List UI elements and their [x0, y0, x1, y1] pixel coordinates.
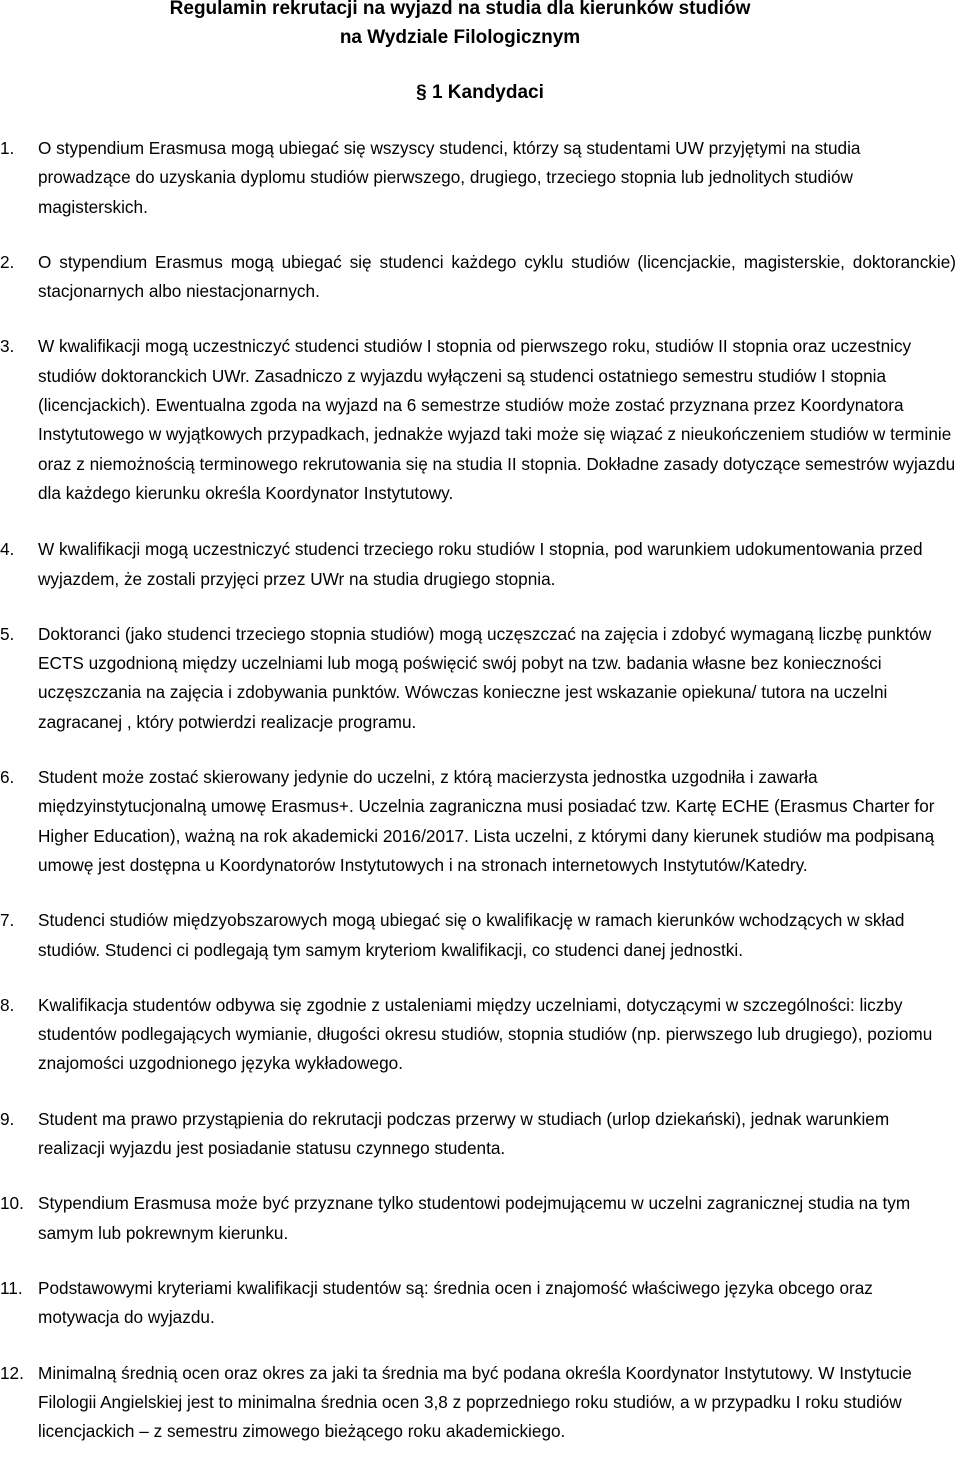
- item-text: Student ma prawo przystąpienia do rekrutacji podczas przerwy w studiach (urlop dziekański), jednak warunkiem realizacji wyjazdu jest posiadanie statusu czynnego studenta.: [38, 1108, 890, 1159]
- list-item-8: [0, 991, 960, 1079]
- list-item-1: [0, 134, 960, 222]
- list-item-6: [0, 763, 960, 880]
- list-item-2: [0, 248, 960, 307]
- item-number: 7.: [0, 910, 15, 931]
- item-text: O stypendium Erasmusa mogą ubiegać się wszyscy studenci, którzy są studentami UW przyjętymi na studia prowadzące do uzyskania dyplomu studiów pierwszego, drugiego, trzeciego stopnia lub jednolitych studiów magisterskich.: [38, 138, 861, 217]
- item-number: 6.: [0, 767, 15, 788]
- document-title-line-1: Regulamin rekrutacji na wyjazd na studia dla kierunków studiów: [169, 0, 751, 19]
- item-text: Studenci studiów międzyobszarowych mogą ubiegać się o kwalifikację w ramach kierunków wchodzących w skład studiów. Studenci ci podlegają tym samym kryteriom kwalifikacji, co studenci danej jednostki.: [38, 910, 905, 960]
- item-text: Doktoranci (jako studenci trzeciego stopnia studiów) mogą uczęszczać na zajęcia i zdobyć wymaganą liczbę punktów ECTS uzgodnioną między uczelniami lub mogą poświęcić swój pobyt na tzw. badania własne bez konieczności uczęszczania na zajęcia i zdobywania punktów. Wówczas konieczne jest wskazanie opiekuna/ tutora na uczelni zagracanej , który potwierdzi realizacje programu.: [38, 623, 932, 732]
- rules-list: [0, 134, 960, 1446]
- item-text: Podstawowymi kryteriami kwalifikacji studentów są: średnia ocen i znajomość właściwego języka obcego oraz motywacja do wyjazdu.: [38, 1277, 873, 1328]
- list-item-9: [0, 1105, 960, 1164]
- item-text: Student może zostać skierowany jedynie do uczelni, z którą macierzysta jednostka uzgodniła i zawarła międzyinstytucjonalną umowę Erasmus+. Uczelnia zagraniczna musi posiadać tzw. Kartę ECHE (Erasmus Charter for Higher Education), ważną na rok akademicki 2016/2017. Lista uczelni, z którymi dany kierunek studiów ma podpisaną umowę jest dostępna u Koordynatorów Instytutowych i na stronach internetowych Instytutów/Katedry.: [38, 767, 935, 875]
- item-text: O stypendium Erasmus mogą ubiegać się studenci każdego cyklu studiów (licencjackie, magisterskie, doktoranckie) stacjonarnych albo niestacjonarnych.: [38, 251, 956, 302]
- list-item-4: [0, 535, 960, 594]
- item-number: 8.: [0, 994, 15, 1015]
- item-number: 4.: [0, 539, 15, 560]
- list-item-3: [0, 332, 960, 508]
- list-item-10: [0, 1189, 960, 1248]
- item-number: 11.: [0, 1277, 23, 1298]
- section-heading: § 1 Kandydaci: [416, 82, 544, 103]
- list-item-7: [0, 906, 960, 965]
- document-title-line-2: na Wydziale Filologicznym: [339, 27, 581, 48]
- list-item-11: [0, 1274, 960, 1333]
- item-number: 10.: [0, 1193, 24, 1214]
- item-number: 5.: [0, 623, 15, 644]
- item-text: Kwalifikacja studentów odbywa się zgodnie z ustaleniami między uczelniami, dotyczącymi w szczególności: liczby studentów podlegających wymianie, długości okresu studiów, stopnia studiów (np. pierwszego lub drugiego), poziomu znajomości uzgodnionego języka wykładowego.: [38, 994, 933, 1074]
- item-text: W kwalifikacji mogą uczestniczyć studenci studiów I stopnia od pierwszego roku, studiów II stopnia oraz uczestnicy studiów doktoranckich UWr. Zasadniczo z wyjazdu wyłączeni są studenci ostatniego semestru studiów I stopnia (licencjackich). Ewentualna zgoda na wyjazd na 6 semestrze studiów może zostać przyznana przez Koordynatora Instytutowego w wyjątkowych przypadkach, jednakże wyjazd taki może się wiązać z nieukończeniem studiów w terminie oraz z niemożnością terminowego rekrutowania się na studia II stopnia. Dokładne zasady dotyczące semestrów wyjazdu dla każdego kierunku określa Koordynator Instytutowy.: [38, 336, 956, 503]
- item-text: Minimalną średnią ocen oraz okres za jaki ta średnia ma być podana określa Koordynator Instytutowy. W Instytucie Filologii Angielskiej jest to minimalna średnia ocen 3,8 z poprzedniego roku studiów, a w przypadku I roku studiów licencjackich – z semestru zimowego bieżącego roku akademickiego.: [38, 1362, 912, 1442]
- list-item-5: [0, 620, 960, 737]
- item-number: 2.: [0, 251, 15, 272]
- document-title: [0, 0, 920, 52]
- item-text: W kwalifikacji mogą uczestniczyć studenci trzeciego roku studiów I stopnia, pod warunkiem udokumentowania przed wyjazdem, że zostali przyjęci przez UWr na studia drugiego stopnia.: [38, 539, 923, 589]
- list-item-12: [0, 1359, 960, 1447]
- item-text: Stypendium Erasmusa może być przyznane tylko studentowi podejmującemu w uczelni zagranicznej studia na tym samym lub pokrewnym kierunku.: [38, 1193, 911, 1243]
- item-number: 3.: [0, 336, 15, 357]
- item-number: 9.: [0, 1108, 15, 1129]
- item-number: 12.: [0, 1362, 24, 1383]
- item-number: 1.: [0, 138, 15, 158]
